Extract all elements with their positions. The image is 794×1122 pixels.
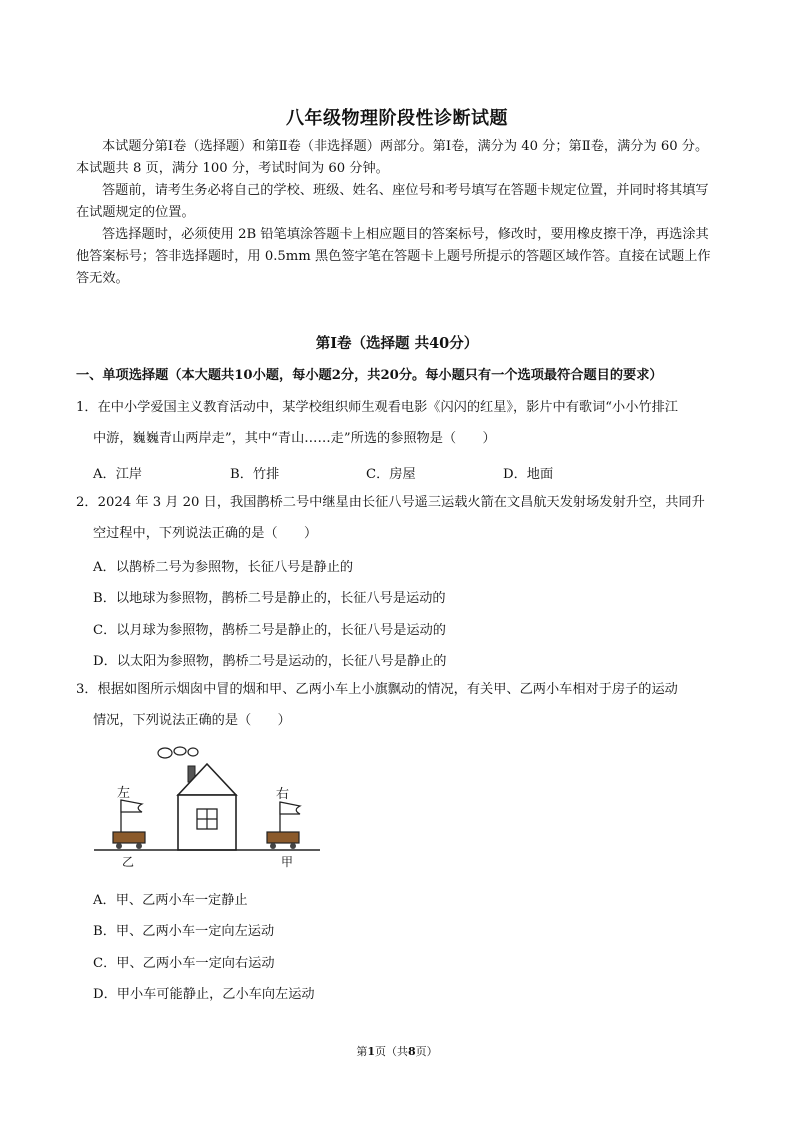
page-footer (0, 1043, 794, 1059)
page-title: 八年级物理阶段性诊断试题 (286, 108, 508, 129)
footer-page-number: 1 (367, 1045, 375, 1058)
part-heading: 一、单项选择题（本大题共10小题，每小题2分，共20分。每小题只有一个选项最符合题目的要求） (76, 368, 663, 383)
question-2-line-2: 空过程中，下列说法正确的是（ ） (93, 526, 318, 541)
left-flag (121, 800, 142, 812)
label-car-jia: 甲 (281, 855, 294, 869)
right-car (267, 802, 300, 849)
question-1-option-a: A．江岸 (93, 467, 143, 482)
question-3-option-a: A．甲、乙两小车一定静止 (93, 893, 248, 908)
intro-paragraph-1: 本试题分第Ⅰ卷（选择题）和第Ⅱ卷（非选择题）两部分。第Ⅰ卷，满分为 40 分；第Ⅱ卷，满分为 60 分。本试题共 8 页，满分 100 分，考试时间为 60 分钟。 (76, 139, 709, 176)
question-1-option-b: B．竹排 (230, 467, 280, 482)
question-3-line-2: 情况，下列说法正确的是（ ） (93, 713, 291, 728)
question-3-option-c: C．甲、乙两小车一定向右运动 (93, 956, 275, 971)
right-flag (280, 802, 300, 814)
chimney-smoke (158, 747, 198, 758)
question-3-option-d: D．甲小车可能静止，乙小车向左运动 (93, 987, 315, 1002)
question-1-option-d: D．地面 (503, 467, 554, 482)
question-2-option-d: D．以太阳为参照物，鹊桥二号是运动的，长征八号是静止的 (93, 654, 447, 669)
intro-paragraph-2: 答题前，请考生务必将自己的学校、班级、姓名、座位号和考号填写在答题卡规定位置，并同时将其填写在试题规定的位置。 (76, 183, 709, 220)
question-2-option-a: A．以鹊桥二号为参照物，长征八号是静止的 (93, 560, 354, 575)
question-3-line-1: 3．根据如图所示烟囱中冒的烟和甲、乙两小车上小旗飘动的情况，有关甲、乙两小车相对于房子的运动 (76, 682, 678, 697)
question-1-option-c: C．房屋 (366, 467, 416, 482)
intro-paragraph-3: 答选择题时，必须使用 2B 铅笔填涂答题卡上相应题目的答案标号，修改时，要用橡皮擦干净，再选涂其他答案标号；答非选择题时，用 0.5mm 黑色签字笔在答题卡上题号所提示的答题区域作答。直接在试题上作答无效。 (76, 227, 711, 286)
left-car (113, 800, 145, 849)
house-cars-figure (90, 740, 326, 872)
footer-total-pages: 8 (408, 1045, 416, 1058)
footer-suffix: 页） (415, 1045, 438, 1058)
question-2-line-1: 2．2024 年 3 月 20 日，我国鹊桥二号中继星由长征八号遥三运载火箭在文昌航天发射场发射升空，共同升 (76, 495, 705, 510)
house (178, 764, 236, 850)
section-title: 第Ⅰ卷（选择题 共40分） (315, 335, 479, 352)
question-1-line-1: 1．在中小学爱国主义教育活动中，某学校组织师生观看电影《闪闪的红星》，影片中有歌词“小小竹排江 (76, 400, 678, 415)
footer-prefix: 第 (356, 1045, 368, 1058)
label-right: 右 (276, 787, 290, 802)
question-2-option-b: B．以地球为参照物，鹊桥二号是静止的，长征八号是运动的 (93, 591, 446, 606)
question-3-option-b: B．甲、乙两小车一定向左运动 (93, 924, 275, 939)
label-car-yi: 乙 (122, 855, 135, 869)
label-left: 左 (117, 786, 131, 801)
footer-mid: 页（共 (375, 1045, 408, 1058)
question-2-option-c: C．以月球为参照物，鹊桥二号是静止的，长征八号是运动的 (93, 623, 446, 638)
question-1-line-2: 中游，巍巍青山两岸走”，其中“青山……走”所选的参照物是（ ） (93, 431, 496, 446)
